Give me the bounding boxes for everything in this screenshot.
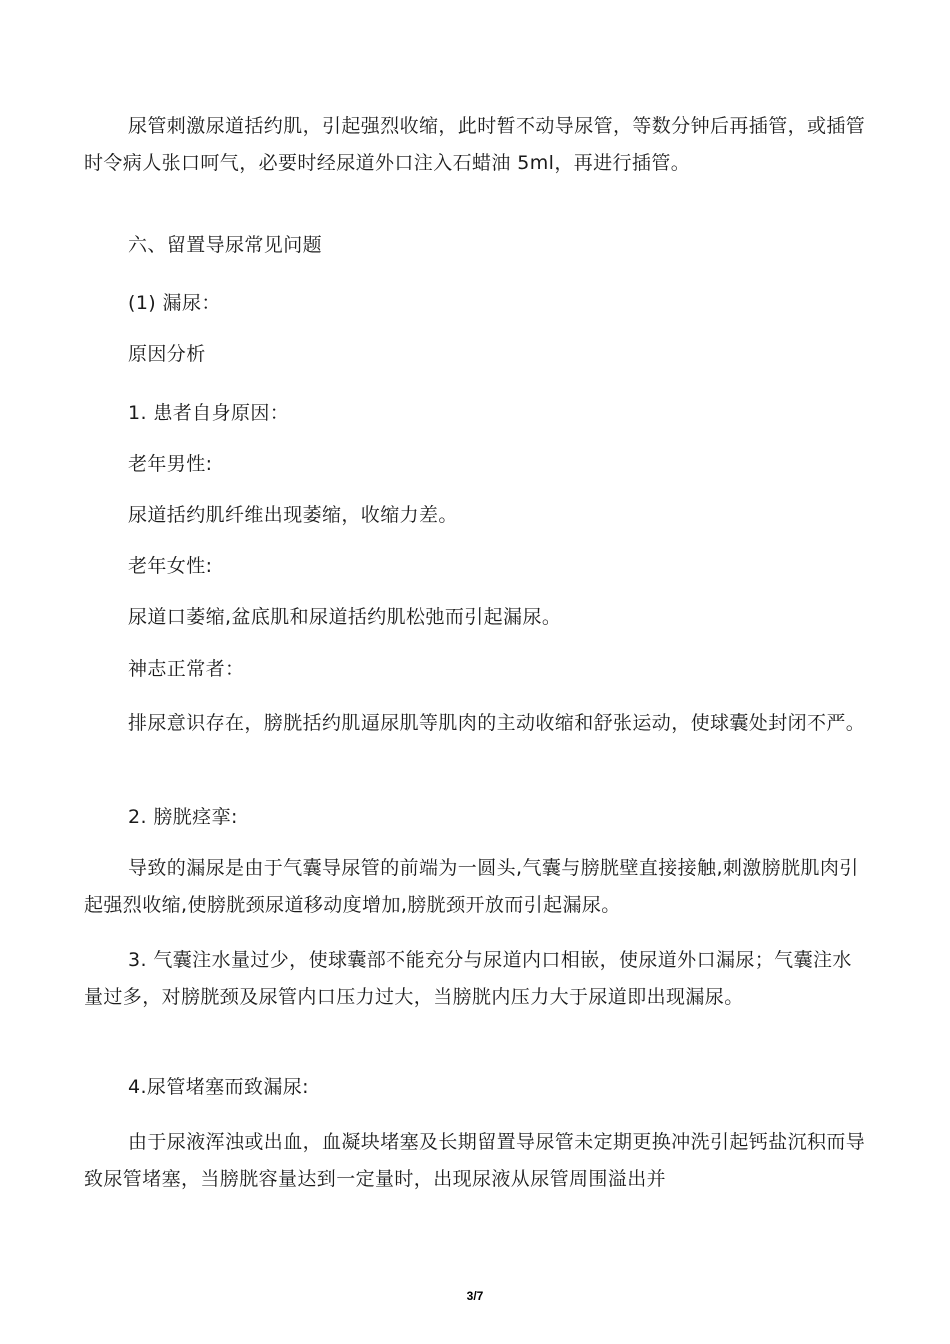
label-cause-analysis: 原因分析 <box>128 343 206 365</box>
list-item-catheter-blockage: 4.尿管堵塞而致漏尿: <box>128 1076 309 1098</box>
list-item-bladder-spasm: 2. 膀胱痉挛: <box>128 806 238 828</box>
page-number: 3/7 <box>466 1289 484 1303</box>
list-item-balloon-volume: 3. 气囊注水量过少，使球囊部不能充分与尿道内口相嵌，使尿道外口漏尿；气囊注水量过多，对膀胱颈及尿管内口压力过大，当膀胱内压力大于尿道即出现漏尿。 <box>84 949 852 1008</box>
subheading-leakage: (1) 漏尿： <box>128 292 221 314</box>
paragraph-elderly-male: 尿道括约肌纤维出现萎缩，收缩力差。 <box>128 504 458 526</box>
label-elderly-male: 老年男性: <box>128 453 213 475</box>
list-item-patient-causes: 1. 患者自身原因： <box>128 402 290 424</box>
paragraph-elderly-female: 尿道口萎缩,盆底肌和尿道括约肌松弛而引起漏尿。 <box>128 606 562 628</box>
paragraph-catheter-blockage: 由于尿液浑浊或出血，血凝块堵塞及长期留置导尿管未定期更换冲洗引起钙盐沉积而导致尿管堵塞，当膀胱容量达到一定量时，出现尿液从尿管周围溢出并 <box>84 1131 866 1190</box>
label-elderly-female: 老年女性: <box>128 555 213 577</box>
paragraph-bladder-spasm: 导致的漏尿是由于气囊导尿管的前端为一圆头,气囊与膀胱壁直接接触,刺激膀胱肌肉引起强烈收缩,使膀胱颈尿道移动度增加,膀胱颈开放而引起漏尿。 <box>84 857 859 916</box>
section-heading-common-problems: 六、留置导尿常见问题 <box>128 234 323 256</box>
label-conscious-patients: 神志正常者： <box>128 658 245 680</box>
paragraph-conscious-patients: 排尿意识存在，膀胱括约肌逼尿肌等肌肉的主动收缩和舒张运动，使球囊处封闭不严。 <box>128 712 866 734</box>
paragraph-insertion-tips: 尿管刺激尿道括约肌，引起强烈收缩，此时暂不动导尿管，等数分钟后再插管，或插管时令病人张口呵气，必要时经尿道外口注入石蜡油 5ml，再进行插管。 <box>84 115 866 174</box>
